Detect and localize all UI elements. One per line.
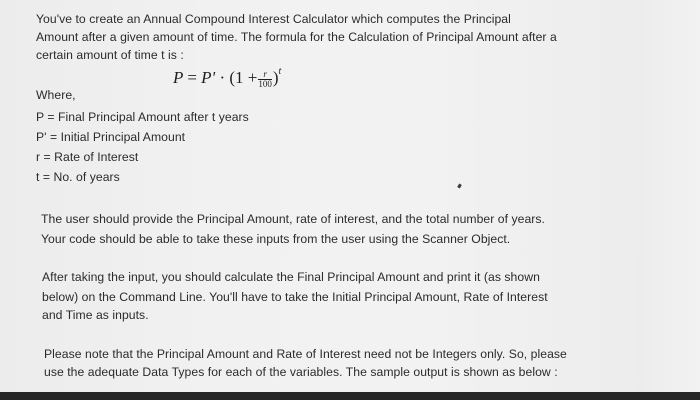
intro-line-2: Amount after a given amount of time. The formula for the Calculation of Principal Amount after a [36,30,557,44]
definition-p-prime: P' = Initial Principal Amount [36,130,186,144]
paragraph-2-line-2: Your code should be able to take these inputs from the user using the Scanner Object. [41,232,511,246]
compound-interest-formula [173,66,281,89]
intro-line-1: You've to create an Annual Compound Interest Calculator which computes the Principal [36,12,511,26]
formula-close: ) [272,68,279,87]
definition-t: t = No. of years [36,170,120,184]
formula-exponent: t [278,66,282,77]
bottom-edge [0,392,700,400]
photo-glare [640,0,700,392]
where-label: Where, [36,88,76,102]
formula-numerator: r [258,70,272,80]
paragraph-3-line-2: below) on the Command Line. You'll have to take the Initial Principal Amount, Rate of Interest [42,290,548,304]
paragraph-3-line-3: and Time as inputs. [42,308,149,322]
stray-mark [457,184,462,189]
paragraph-4-line-1: Please note that the Principal Amount and Rate of Interest need not be Integers only. So, please [44,347,567,361]
formula-denominator: 100 [258,78,272,89]
paragraph-4-line-2: use the adequate Data Types for each of the variables. The sample output is shown as below : [44,365,558,379]
formula-open: (1 + [229,68,258,87]
formula-equals: = [187,68,197,87]
definition-p: P = Final Principal Amount after t years [36,110,249,124]
formula-fraction [258,70,272,89]
paragraph-3-line-1: After taking the input, you should calculate the Final Principal Amount and print it (as shown [42,270,540,284]
paragraph-2-line-1: The user should provide the Principal Amount, rate of interest, and the total number of years. [41,212,545,226]
formula-lhs: P [173,68,184,87]
formula-initial-principal: P' [201,68,216,87]
definition-r: r = Rate of Interest [36,150,139,164]
intro-line-3: certain amount of time t is : [36,48,184,62]
formula-dot: · [219,68,226,87]
